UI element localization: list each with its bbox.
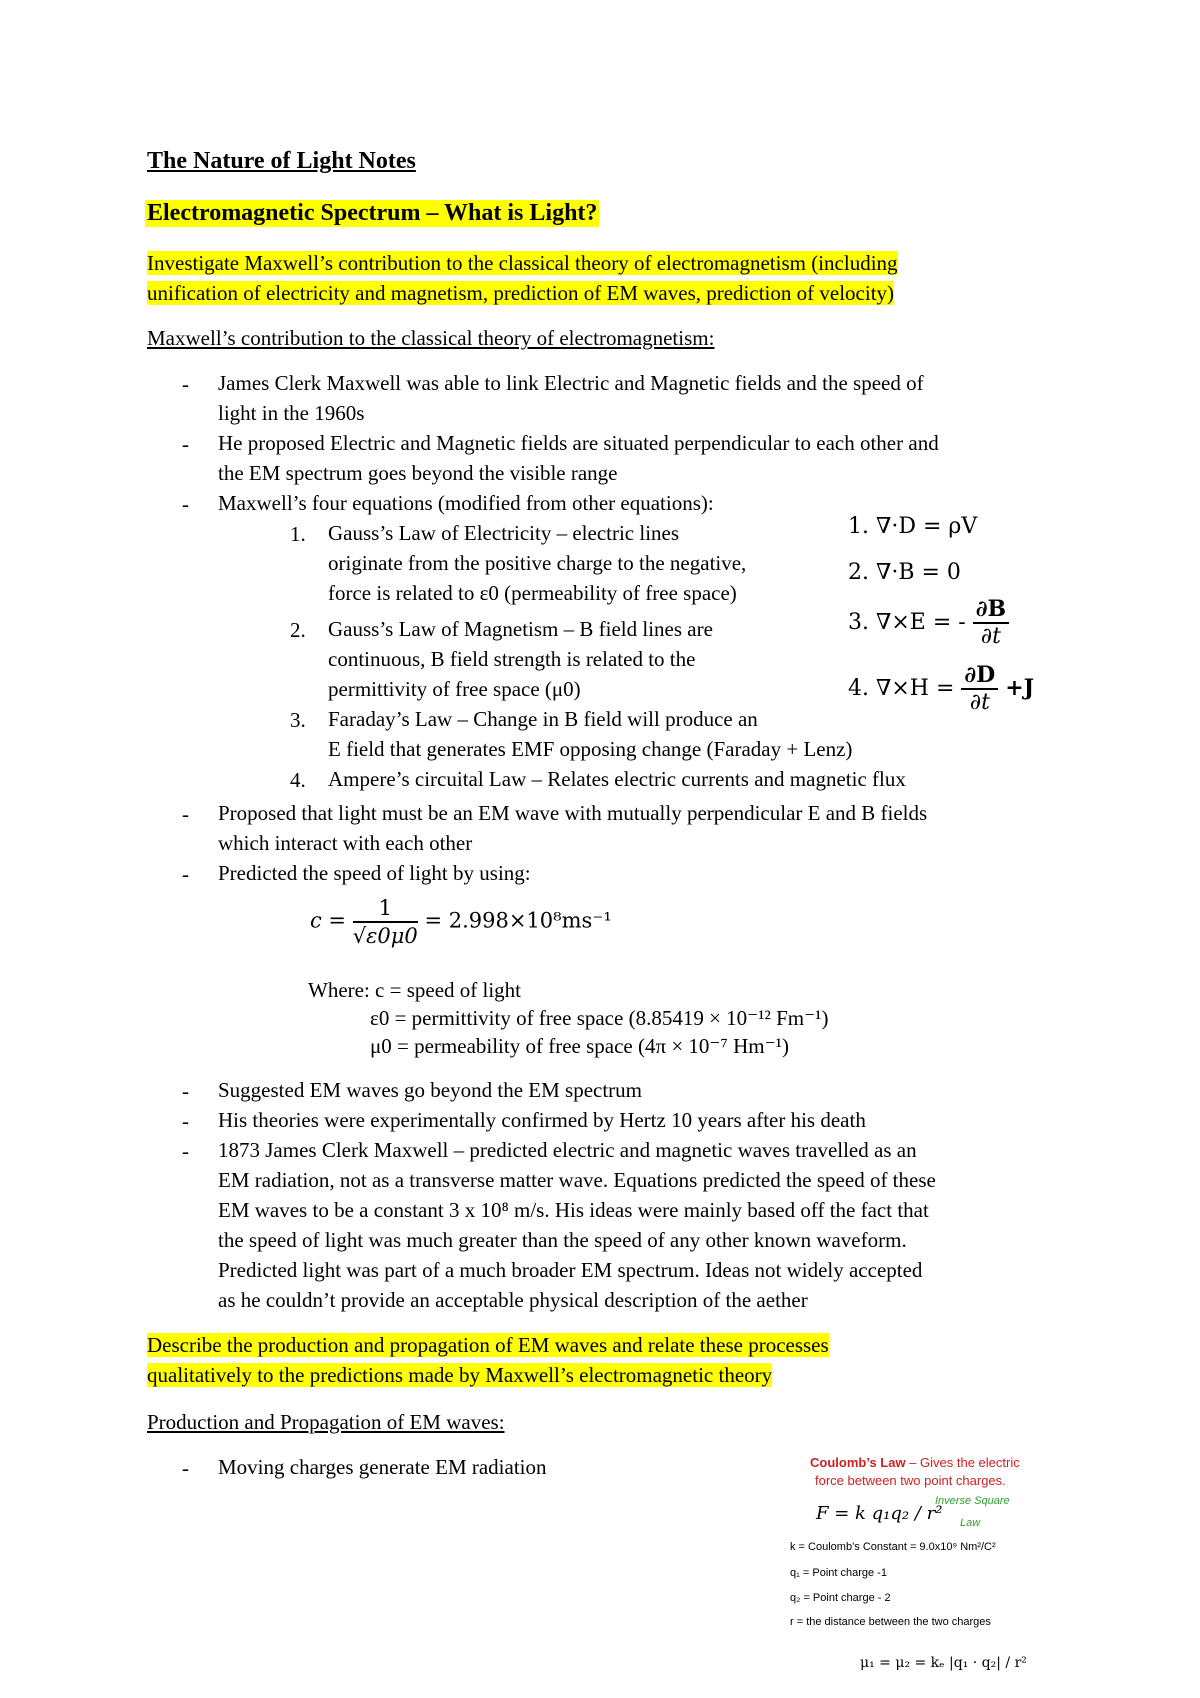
bullet-1873-maxwell [218, 1135, 936, 1315]
bullet-dash: - [182, 492, 189, 516]
equation-2: 2. ∇·B = 0 [848, 560, 961, 585]
equation-4 [848, 662, 1034, 716]
bullet-text: James Clerk Maxwell was able to link Electric and Magnetic fields and the speed of [218, 371, 924, 395]
numbered-text: E field that generates EMF opposing change (Faraday + Lenz) [328, 737, 853, 761]
bullet-dash: - [182, 802, 189, 826]
bullet-text: light in the 1960s [218, 401, 365, 425]
equation-4-fraction [961, 662, 998, 716]
inverse-square-tag: Inverse Square [935, 1495, 1010, 1507]
where-permeability: μ0 = permeability of free space (4π × 10⁻⁷ Hm⁻¹) [370, 1034, 789, 1058]
bullet-text: EM radiation, not as a transverse matter wave. Equations predicted the speed of these [218, 1168, 936, 1192]
coulomb-magnitude-formula: μ₁ = μ₂ = kₑ |q₁ · q₂| / r² [860, 1655, 1027, 1671]
bullet-light-em-wave [218, 798, 927, 858]
bullet-dash: - [182, 372, 189, 396]
speed-of-light-formula [310, 895, 612, 949]
bullet-linking-fields [218, 368, 924, 428]
number-2: 2. [290, 618, 306, 642]
bullet-four-equations: Maxwell’s four equations (modified from other equations): [218, 491, 714, 515]
numbered-gauss-magnetism [328, 614, 713, 704]
fraction-denominator: ∂t [980, 624, 1001, 649]
coulomb-constant: k = Coulomb’s Constant = 9.0x10⁹ Nm²/C² [790, 1541, 996, 1553]
formula-where-block [308, 976, 828, 1060]
bullet-text: Proposed that light must be an EM wave with mutually perpendicular E and B fields [218, 801, 928, 825]
subheading-maxwell-contribution: Maxwell’s contribution to the classical theory of electromagnetism: [147, 326, 715, 350]
bullet-moving-charges: Moving charges generate EM radiation [218, 1455, 547, 1479]
bullet-text: 1873 James Clerk Maxwell – predicted electric and magnetic waves travelled as an [218, 1138, 917, 1162]
number-4: 4. [290, 768, 306, 792]
formula-lhs: c = [310, 908, 347, 933]
number-1: 1. [290, 522, 306, 546]
bullet-dash: - [182, 1139, 189, 1163]
bullet-dash: - [182, 1109, 189, 1133]
section-heading-em-spectrum: Electromagnetic Spectrum – What is Light? [147, 200, 598, 226]
syllabus-line-2: unification of electricity and magnetism, prediction of EM waves, prediction of velocity) [147, 281, 895, 305]
bullet-speed-of-light: Predicted the speed of light by using: [218, 861, 531, 885]
bullet-text: the speed of light was much greater than the speed of any other known waveform. [218, 1228, 907, 1252]
numbered-text: Gauss’s Law of Electricity – electric lines [328, 521, 680, 545]
bullet-text: Predicted light was part of a much broader EM spectrum. Ideas not widely accepted [218, 1258, 923, 1282]
equation-3-fraction [973, 596, 1009, 650]
equation-3-lhs: 3. ∇×E = - [848, 610, 966, 635]
numbered-text: force is related to ε0 (permeability of free space) [328, 581, 737, 605]
numbered-text: permittivity of free space (μ0) [328, 677, 581, 701]
equation-4-lhs: 4. ∇×H = [848, 676, 955, 701]
syllabus-dot-point [147, 248, 898, 308]
numbered-text: continuous, B field strength is related to the [328, 647, 696, 671]
syllabus-line-2: qualitatively to the predictions made by Maxwell’s electromagnetic theory [147, 1363, 773, 1387]
coulombs-law-figure [790, 1455, 1090, 1695]
coulomb-formula: F = k q₁q₂ / r² [816, 1503, 943, 1524]
point-charge-1: q₁ = Point charge -1 [790, 1567, 887, 1579]
bullet-text: the EM spectrum goes beyond the visible range [218, 461, 618, 485]
formula-fraction [353, 895, 418, 949]
bullet-text: He proposed Electric and Magnetic fields are situated perpendicular to each other and [218, 431, 939, 455]
bullet-text: which interact with each other [218, 831, 473, 855]
numbered-gauss-electricity [328, 518, 746, 608]
bullet-hertz: His theories were experimentally confirmed by Hertz 10 years after his death [218, 1108, 866, 1132]
coulomb-title-line-2: force between two point charges. [815, 1473, 1006, 1488]
number-3: 3. [290, 708, 306, 732]
numbered-ampere: Ampere’s circuital Law – Relates electric currents and magnetic flux [328, 767, 906, 791]
fraction-numerator: ∂D [961, 662, 998, 690]
bullet-dash: - [182, 432, 189, 456]
numbered-text: Faraday’s Law – Change in B field will produce an [328, 707, 758, 731]
coulomb-title-bold: Coulomb’s Law [810, 1455, 906, 1470]
equation-3 [848, 596, 1009, 650]
bullet-text: as he couldn’t provide an acceptable physical description of the aether [218, 1288, 808, 1312]
point-charge-2: q₂ = Point charge - 2 [790, 1592, 891, 1604]
bullet-dash: - [182, 1456, 189, 1480]
fraction-numerator: 1 [353, 895, 418, 923]
where-speed: Where: c = speed of light [308, 978, 522, 1002]
equation-4-rhs: +J [1005, 675, 1035, 701]
formula-rhs: = 2.998×10⁸ms⁻¹ [424, 908, 612, 933]
syllabus-dot-point-2 [147, 1330, 829, 1390]
bullet-text: EM waves to be a constant 3 x 10⁸ m/s. His ideas were mainly based off the fact that [218, 1198, 929, 1222]
subheading-production-propagation: Production and Propagation of EM waves: [147, 1410, 505, 1434]
fraction-denominator: √ε0μ0 [352, 924, 418, 948]
bullet-perpendicular-fields [218, 428, 939, 488]
maxwell-equations-figure [848, 512, 1058, 732]
distance-definition: r = the distance between the two charges [790, 1616, 991, 1628]
fraction-denominator: ∂t [969, 690, 990, 715]
numbered-faraday [328, 704, 852, 764]
numbered-text: originate from the positive charge to the negative, [328, 551, 747, 575]
coulomb-title [810, 1455, 1020, 1470]
bullet-dash: - [182, 862, 189, 886]
numbered-text: Gauss’s Law of Magnetism – B field lines are [328, 617, 713, 641]
coulomb-title-rest: – Gives the electric [905, 1455, 1020, 1470]
bullet-dash: - [182, 1079, 189, 1103]
fraction-numerator: ∂B [973, 596, 1009, 624]
inverse-square-law-tag: Law [960, 1517, 981, 1529]
syllabus-line-1: Describe the production and propagation of EM waves and relate these processes [147, 1333, 829, 1357]
equation-1: 1. ∇·D = ρV [848, 514, 978, 539]
bullet-beyond-spectrum: Suggested EM waves go beyond the EM spectrum [218, 1078, 643, 1102]
document-title: The Nature of Light Notes [147, 148, 416, 174]
where-permittivity: ε0 = permittivity of free space (8.85419 × 10⁻¹² Fm⁻¹) [370, 1006, 829, 1030]
syllabus-line-1: Investigate Maxwell’s contribution to the classical theory of electromagnetism (including [147, 251, 898, 275]
